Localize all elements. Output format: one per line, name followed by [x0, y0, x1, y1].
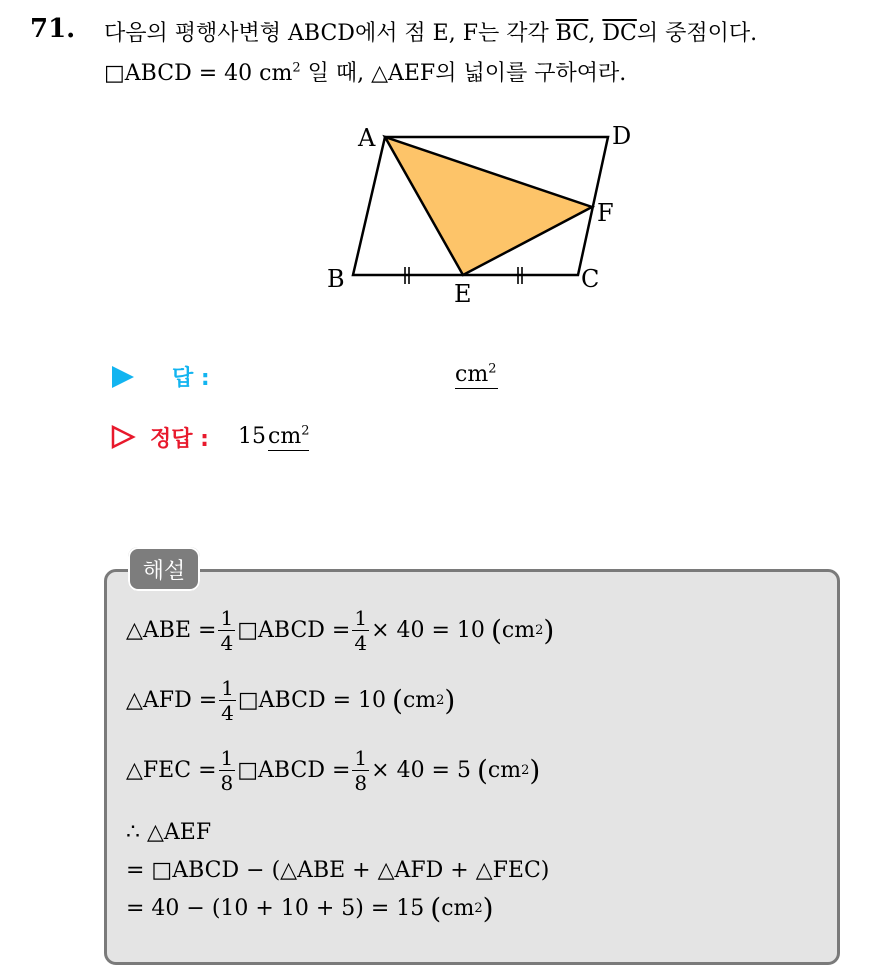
eq1-unit: cm: [501, 618, 536, 643]
label-b: B: [327, 265, 345, 293]
correct-triangle-icon: [110, 424, 136, 450]
segment-dc: $\overline{DC}$: [602, 21, 637, 46]
eq3-rhs: × 40 = 5: [371, 758, 471, 783]
segment-bc: $\overline{BC}$: [555, 21, 589, 46]
question-number: 71.: [30, 14, 76, 44]
answer-unit: cm: [455, 362, 489, 387]
correct-value: 15: [238, 424, 266, 449]
solution-line4: ∴ △AEF: [126, 820, 212, 845]
eq3-unit: cm: [487, 758, 522, 783]
label-a: A: [358, 124, 376, 152]
eq3-lhs: △FEC =: [126, 758, 217, 783]
answer-triangle-icon: [110, 364, 136, 390]
correct-unit-wrap: [268, 424, 309, 451]
eq2-rhs: □ABCD = 10: [237, 688, 387, 713]
question-comma: ,: [588, 21, 603, 46]
solution-eq3: △FEC = $\frac{1}{8}$ □ABCD = $\frac{1}{8}$ × 40 = 5 ( cm 2 ): [126, 746, 541, 795]
eq1-frac1: $\frac{1}{4}$: [220, 606, 234, 655]
eq2-unit: cm: [402, 688, 437, 713]
correct-label: 정답 :: [150, 427, 209, 452]
correct-unit: cm: [268, 424, 302, 449]
eq1-mid: □ABCD =: [237, 618, 351, 643]
answer-unit-sup: 2: [488, 361, 497, 377]
solution-eq1: △ABE = $\frac{1}{4}$ □ABCD = $\frac{1}{4}$ × 40 = 10 ( cm 2 ): [126, 606, 555, 655]
solution-line5: = □ABCD − (△ABE + △AFD + △FEC): [126, 858, 550, 883]
question-text-line2: [104, 56, 626, 87]
eq1-lhs: △ABE =: [126, 618, 217, 643]
eq1-frac2: $\frac{1}{4}$: [354, 606, 368, 655]
answer-blank[interactable]: [455, 362, 498, 389]
question-line1-suffix: 의 중점이다.: [636, 21, 758, 46]
line6-unit: cm: [441, 896, 475, 921]
label-c: C: [581, 265, 600, 293]
eq3-frac1: $\frac{1}{8}$: [220, 746, 234, 795]
triangle-aef: [385, 137, 592, 275]
solution-line6: = 40 − (10 + 10 + 5) = 15 ( cm 2 ): [126, 891, 494, 925]
eq3-frac2: $\frac{1}{8}$: [354, 746, 368, 795]
eq3-mid: □ABCD =: [237, 758, 351, 783]
question-line2-suffix: 일 때, △AEF의 넓이를 구하여라.: [300, 61, 627, 86]
question-line2-sup: 2: [292, 60, 301, 76]
answer-label: 답 :: [172, 366, 210, 391]
eq2-lhs: △AFD =: [126, 688, 218, 713]
line6-prefix: = 40 − (10 + 10 + 5) = 15: [126, 896, 425, 921]
question-text-line1: [104, 16, 757, 47]
label-e: E: [454, 280, 472, 308]
question-line2-prefix: □ABCD = 40 cm: [104, 61, 293, 86]
label-f: F: [597, 199, 614, 227]
solution-tab: 해설: [128, 547, 200, 591]
solution-eq2: △AFD = $\frac{1}{4}$ □ABCD = 10 ( cm 2 ): [126, 676, 456, 725]
eq2-frac1: $\frac{1}{4}$: [221, 676, 234, 725]
label-d: D: [612, 122, 632, 150]
correct-unit-sup: 2: [301, 423, 310, 439]
parallelogram-figure: [300, 108, 660, 308]
correct-answer: [238, 424, 309, 451]
question-line1-prefix: 다음의 평행사변형 ABCD에서 점 E, F는 각각: [104, 21, 556, 46]
eq1-rhs: × 40 = 10: [371, 618, 485, 643]
